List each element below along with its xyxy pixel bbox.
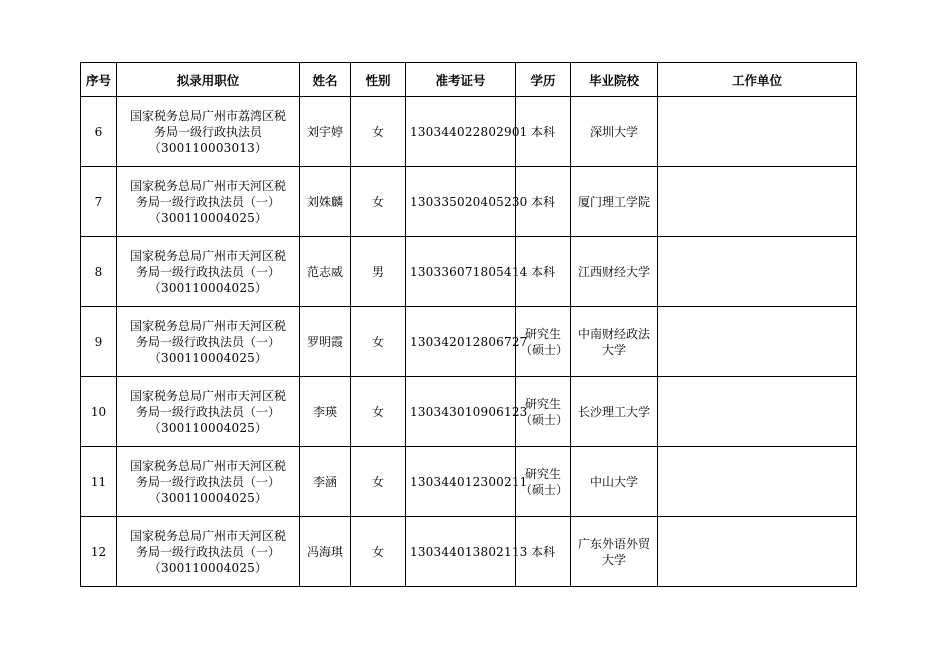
cell-workplace [658,307,857,377]
cell-exam-no: 130344022802901 [406,97,516,167]
position-line-1: 国家税务总局广州市天河区税 [129,178,286,193]
cell-exam-no: 130344012300211 [406,447,516,517]
position-code: （300110004025） [148,420,268,435]
cell-gender: 男 [351,237,406,307]
header-position: 拟录用职位 [117,63,300,97]
cell-name: 刘姝麟 [300,167,351,237]
cell-school: 长沙理工大学 [571,377,658,447]
cell-workplace [658,167,857,237]
position-line-2: 务局一级行政执法员（一） [135,544,280,559]
header-no: 序号 [81,63,117,97]
cell-exam-no: 130342012806727 [406,307,516,377]
cell-no: 6 [81,97,117,167]
table-row [81,167,857,237]
header-education: 学历 [516,63,571,97]
cell-position [117,307,300,377]
position-line-1: 国家税务总局广州市天河区税 [129,318,286,333]
position-code: （300110004025） [148,350,268,365]
cell-no: 7 [81,167,117,237]
position-code: （300110003013） [148,140,268,155]
cell-name: 刘宇婷 [300,97,351,167]
position-line-1: 国家税务总局广州市天河区税 [129,388,286,403]
cell-gender: 女 [351,447,406,517]
cell-name: 李瑛 [300,377,351,447]
cell-education: 本科 [516,97,571,167]
position-line-2: 务局一级行政执法员（一） [135,474,280,489]
position-code: （300110004025） [148,210,268,225]
position-line-2: 务局一级行政执法员（一） [135,194,280,209]
cell-school: 江西财经大学 [571,237,658,307]
cell-workplace [658,377,857,447]
cell-workplace [658,517,857,587]
header-row [81,63,857,97]
table-row [81,97,857,167]
table-row [81,447,857,517]
header-name: 姓名 [300,63,351,97]
cell-school: 深圳大学 [571,97,658,167]
header-gender: 性别 [351,63,406,97]
position-line-2: 务局一级行政执法员（一） [135,404,280,419]
position-line-2: 务局一级行政执法员（一） [135,264,280,279]
cell-school: 厦门理工学院 [571,167,658,237]
cell-education: 研究生（硕士） [516,377,571,447]
position-code: （300110004025） [148,280,268,295]
cell-school: 广东外语外贸大学 [571,517,658,587]
cell-no: 9 [81,307,117,377]
cell-position [117,377,300,447]
position-line-1: 国家税务总局广州市天河区税 [129,248,286,263]
cell-education: 本科 [516,237,571,307]
cell-exam-no: 130343010906123 [406,377,516,447]
table-row [81,307,857,377]
position-line-1: 国家税务总局广州市天河区税 [129,458,286,473]
cell-workplace [658,97,857,167]
cell-gender: 女 [351,307,406,377]
cell-school: 中山大学 [571,447,658,517]
cell-education: 本科 [516,517,571,587]
candidate-table [80,62,857,587]
cell-gender: 女 [351,377,406,447]
cell-education: 研究生（硕士） [516,447,571,517]
header-school: 毕业院校 [571,63,658,97]
cell-position [117,167,300,237]
position-code: （300110004025） [148,560,268,575]
cell-exam-no: 130335020405230 [406,167,516,237]
cell-no: 12 [81,517,117,587]
cell-exam-no: 130344013802113 [406,517,516,587]
cell-workplace [658,237,857,307]
cell-no: 10 [81,377,117,447]
cell-workplace [658,447,857,517]
cell-education: 研究生（硕士） [516,307,571,377]
header-workplace: 工作单位 [658,63,857,97]
position-line-2: 务局一级行政执法员（一） [135,334,280,349]
cell-position [117,517,300,587]
position-line-1: 国家税务总局广州市天河区税 [129,528,286,543]
table-row [81,237,857,307]
position-line-2: 务局一级行政执法员 [153,124,262,139]
cell-position [117,447,300,517]
cell-exam-no: 130336071805414 [406,237,516,307]
cell-gender: 女 [351,167,406,237]
cell-gender: 女 [351,517,406,587]
cell-position [117,237,300,307]
header-exam-no: 准考证号 [406,63,516,97]
cell-no: 11 [81,447,117,517]
cell-name: 冯海琪 [300,517,351,587]
cell-school: 中南财经政法大学 [571,307,658,377]
cell-no: 8 [81,237,117,307]
cell-name: 李涵 [300,447,351,517]
table-row [81,377,857,447]
position-line-1: 国家税务总局广州市荔湾区税 [129,108,286,123]
cell-education: 本科 [516,167,571,237]
cell-position [117,97,300,167]
cell-name: 罗明霞 [300,307,351,377]
position-code: （300110004025） [148,490,268,505]
cell-gender: 女 [351,97,406,167]
table-row [81,517,857,587]
cell-name: 范志威 [300,237,351,307]
